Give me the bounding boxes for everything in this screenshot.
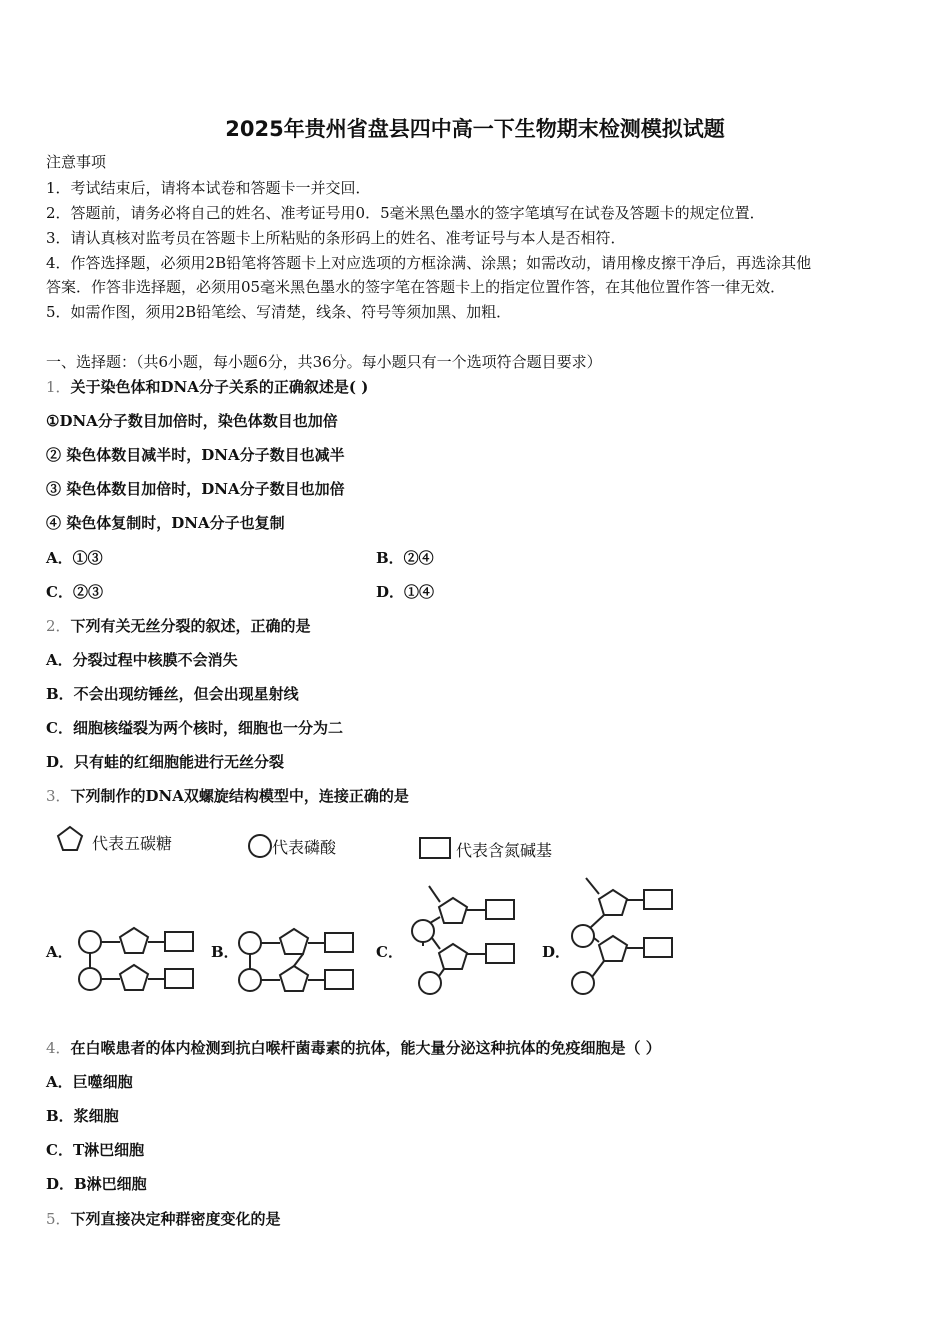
option-d[interactable]: D．①④ — [376, 583, 435, 601]
option-a[interactable]: A．①③ — [46, 549, 103, 567]
question-number: 3． — [46, 787, 71, 805]
option-c[interactable]: C．T淋巴细胞 — [46, 1141, 145, 1159]
question-stem: 下列有关无丝分裂的叙述，正确的是 — [70, 617, 311, 635]
question-stem: 下列制作的DNA双螺旋结构模型中，连接正确的是 — [70, 787, 409, 805]
statement: ④ 染色体复制时，DNA分子也复制 — [46, 514, 285, 532]
question-number: 4． — [46, 1039, 71, 1057]
notice-item: 4．作答选择题，必须用2B铅笔将答题卡上对应选项的方框涂满、涂黑；如需改动，请用橡皮擦干净后，再选涂其他 — [46, 254, 812, 272]
option-b[interactable]: B．②④ — [376, 549, 434, 567]
notice-item: 5．如需作图，须用2B铅笔绘、写清楚，线条、符号等须加黑、加粗． — [46, 303, 512, 321]
statement: ①DNA分子数目加倍时，染色体数目也加倍 — [46, 412, 338, 430]
question-stem: 下列直接决定种群密度变化的是 — [70, 1210, 281, 1228]
notice-item: 1．考试结束后，请将本试卷和答题卡一并交回． — [46, 179, 371, 197]
question-number: 5． — [46, 1210, 71, 1228]
page-title: 2025年贵州省盘县四中高一下生物期末检测模拟试题 — [225, 117, 725, 141]
legend-phosphate-label: 代表磷酸 — [272, 838, 337, 857]
model-option-c[interactable] — [412, 886, 514, 994]
question-4 — [46, 1037, 661, 1058]
option-a[interactable]: A．分裂过程中核膜不会消失 — [46, 651, 238, 669]
question-stem: 关于染色体和DNA分子关系的正确叙述是( ) — [70, 378, 369, 396]
model-option-d[interactable] — [572, 878, 672, 994]
legend-circle-icon — [249, 835, 271, 857]
legend-base-label: 代表含氮碱基 — [456, 841, 553, 860]
notice-item: 3．请认真核对监考员在答题卡上所粘贴的条形码上的姓名、准考证号与本人是否相符． — [46, 229, 626, 247]
question-1 — [46, 376, 368, 397]
option-d[interactable]: D．B淋巴细胞 — [46, 1175, 147, 1193]
section-heading: 一、选择题：（共6小题，每小题6分，共36分。每小题只有一个选项符合题目要求） — [46, 353, 602, 371]
option-b[interactable]: B．不会出现纺锤丝，但会出现星射线 — [46, 685, 299, 703]
option-b[interactable]: B．浆细胞 — [46, 1107, 119, 1125]
option-c[interactable]: C．②③ — [46, 583, 103, 601]
option-a[interactable]: A．巨噬细胞 — [46, 1073, 133, 1091]
notice-item: 答案．作答非选择题，必须用05毫米黑色墨水的签字笔在答题卡上的指定位置作答，在其他位置作答一律无效． — [46, 278, 786, 296]
question-3 — [46, 785, 409, 806]
question-5 — [46, 1208, 281, 1229]
option-d-label[interactable]: D． — [542, 943, 571, 961]
option-d[interactable]: D．只有蛙的红细胞能进行无丝分裂 — [46, 753, 285, 771]
question-number: 2． — [46, 617, 71, 635]
notice-heading: 注意事项 — [46, 153, 107, 171]
option-c-label[interactable]: C． — [376, 943, 403, 961]
model-option-b[interactable] — [239, 929, 353, 991]
statement: ② 染色体数目减半时，DNA分子数目也减半 — [46, 446, 345, 464]
option-a-label[interactable]: A． — [46, 943, 73, 961]
statement: ③ 染色体数目加倍时，DNA分子数目也加倍 — [46, 480, 345, 498]
question-2 — [46, 615, 311, 636]
notice-item: 2．答题前，请务必将自己的姓名、准考证号用0．5毫米黑色墨水的签字笔填写在试卷及答题卡的规定位置． — [46, 204, 765, 222]
option-c[interactable]: C．细胞核缢裂为两个核时，细胞也一分为二 — [46, 719, 343, 737]
question-number: 1． — [46, 378, 71, 396]
model-option-a[interactable] — [79, 928, 193, 990]
option-b-label[interactable]: B． — [211, 943, 239, 961]
legend-square-icon — [420, 838, 450, 858]
question-stem: 在白喉患者的体内检测到抗白喉杆菌毒素的抗体，能大量分泌这种抗体的免疫细胞是（ ） — [70, 1039, 661, 1057]
legend-sugar-label: 代表五碳糖 — [92, 834, 173, 853]
legend-pentagon-icon — [58, 827, 82, 850]
